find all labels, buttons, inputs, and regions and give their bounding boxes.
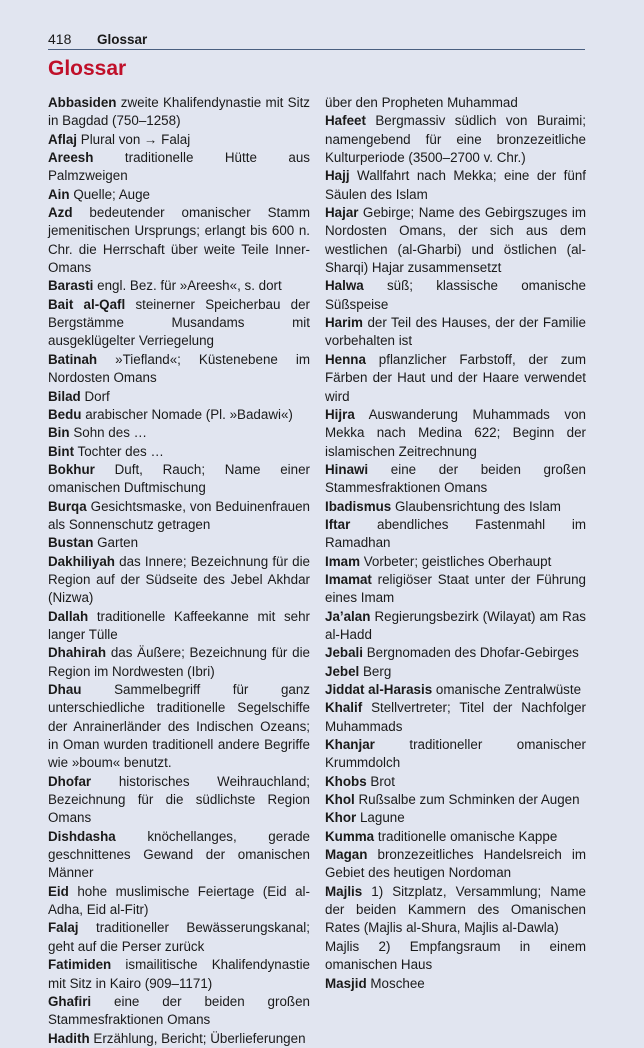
- glossary-definition: historisches Weihrauchland; Bezeichnung für die südlichste Region Omans: [48, 773, 310, 826]
- glossary-definition: pflanzlicher Farbstoff, der zum Färben der Haut und der Haare verwendet wird: [325, 351, 586, 404]
- glossary-definition: Gebirge; Name des Gebirgszuges im Nordosten Omans, der sich aus dem westlichen (al-Gharbi) und östlichen (al-Sharqi) Hajar zusammensetzt: [325, 205, 586, 276]
- glossary-entry: [48, 773, 310, 828]
- glossary-term: Imamat: [325, 571, 372, 587]
- running-header: [48, 31, 585, 50]
- page-number: 418: [48, 31, 72, 47]
- glossary-term: Barasti: [48, 278, 94, 294]
- glossary-term: Imam: [325, 553, 360, 569]
- glossary-term: Dhofar: [48, 773, 92, 789]
- glossary-definition: eine der beiden großen Stammesfraktionen Omans: [325, 461, 586, 496]
- glossary-definition: Vorbeter; geistliches Oberhaupt: [363, 553, 552, 569]
- glossary-entry: [48, 388, 310, 406]
- glossary-definition: traditionelle omanische Kappe: [377, 828, 558, 844]
- glossary-entry: [325, 112, 586, 167]
- glossary-entry: [48, 993, 310, 1030]
- glossary-entry: [48, 204, 310, 277]
- glossary-term: Areesh: [48, 150, 94, 166]
- glossary-term: Majlis: [325, 883, 363, 899]
- glossary-definition: Glaubensrichtung des Islam: [394, 498, 561, 514]
- continued-definition: über den Propheten Muhammad: [325, 95, 518, 110]
- glossary-term: Jiddat al-Harasis: [325, 682, 433, 697]
- glossary-entry: [48, 94, 310, 131]
- glossary-definition: Plural von → Falaj: [80, 131, 191, 147]
- glossary-term: Batinah: [48, 351, 98, 367]
- glossary-term: Falaj: [48, 920, 79, 936]
- glossary-entry: [48, 149, 310, 186]
- glossary-definition: Majlis 2) Empfangsraum in einem omanischen Haus: [325, 938, 586, 973]
- glossary-column-right: [325, 94, 586, 993]
- glossary-entry: [325, 516, 586, 553]
- glossary-definition: der Teil des Hauses, der der Familie vorbehalten ist: [325, 315, 586, 349]
- glossary-definition: Dorf: [84, 388, 110, 404]
- glossary-term: Henna: [325, 351, 366, 367]
- glossary-entry: [325, 314, 586, 351]
- glossary-term: Bin: [48, 425, 70, 441]
- glossary-definition: religiöser Staat unter der Führung eines Imam: [325, 571, 586, 606]
- glossary-term: Hajar: [325, 205, 359, 221]
- glossary-entry: [48, 553, 310, 608]
- glossary-entry: [48, 919, 310, 956]
- glossary-definition: engl. Bez. für »Areesh«, s. dort: [97, 278, 282, 294]
- glossary-term: Burqa: [48, 498, 87, 514]
- glossary-term: Bait al-Qafl: [48, 296, 126, 312]
- glossary-entry: [325, 461, 586, 498]
- glossary-term: Khobs: [325, 773, 367, 789]
- glossary-term: Bokhur: [48, 461, 95, 477]
- glossary-definition: Wallfahrt nach Mekka; eine der fünf Säulen des Islam: [325, 168, 586, 202]
- glossary-entry: [325, 204, 586, 277]
- glossary-entry: [48, 956, 310, 993]
- glossary-definition: bedeutender omanischer Stamm jemenitischen Ursprungs; erlangt bis 600 n. Chr. die Herrschaft über weite Teile Inner-Omans: [48, 205, 310, 276]
- glossary-definition: Gesichtsmaske, von Beduinenfrauen als Sonnenschutz getragen: [48, 498, 310, 532]
- glossary-term: Dallah: [48, 608, 89, 624]
- glossary-entry: [325, 681, 586, 699]
- glossary-entry: [325, 809, 586, 827]
- glossary-term: Dhahirah: [48, 645, 107, 661]
- glossary-term: Magan: [325, 847, 368, 863]
- glossary-term: Eid: [48, 883, 69, 899]
- glossary-entry: [48, 644, 310, 681]
- glossary-term: Hadith: [48, 1030, 90, 1046]
- glossary-definition: süß; klassische omanische Süßspeise: [325, 278, 586, 312]
- glossary-entry: [325, 699, 586, 736]
- glossary-definition: Duft, Rauch; Name einer omanischen Duftmischung: [48, 461, 310, 496]
- glossary-term: Jebali: [325, 645, 363, 661]
- glossary-entry: [325, 846, 586, 883]
- glossary-term: Hinawi: [325, 461, 369, 477]
- glossary-definition: Sammelbegriff für ganz unterschiedliche traditionelle Segelschiffe der Anrainerländer des Indischen Ozeans; in Oman wurden traditionell andere Begriffe wie »boum« benutzt.: [48, 682, 310, 771]
- glossary-entry: [48, 681, 310, 773]
- glossary-term: Dhau: [48, 682, 82, 697]
- glossary-definition: zweite Khalifendynastie mit Sitz in Bagdad (750–1258): [48, 95, 310, 129]
- glossary-entry: [48, 424, 310, 442]
- glossary-definition: Erzählung, Bericht; Überlieferungen: [93, 1030, 306, 1046]
- glossary-entry: [48, 351, 310, 388]
- glossary-entry: [48, 828, 310, 883]
- glossary-definition: Tochter des …: [77, 443, 164, 459]
- glossary-term: Harim: [325, 315, 363, 331]
- glossary-term: Hijra: [325, 406, 355, 422]
- glossary-entry: [325, 553, 586, 571]
- glossary-definition: arabischer Nomade (Pl. »Badawi«): [85, 406, 293, 422]
- glossary-term: Ja’alan: [325, 608, 371, 624]
- glossary-term: Khol: [325, 792, 355, 808]
- glossary-entry: [325, 406, 586, 461]
- glossary-definition: »Tiefland«; Küstenebene im Nordosten Omans: [48, 351, 310, 386]
- glossary-term: Dakhiliyah: [48, 553, 115, 569]
- glossary-entry: [325, 828, 586, 846]
- glossary-definition: omanische Zentralwüste: [435, 682, 582, 697]
- glossary-entry: [325, 791, 586, 809]
- glossary-entry: [325, 773, 586, 791]
- glossary-term: Bustan: [48, 535, 94, 551]
- glossary-definition: Moschee: [370, 975, 425, 991]
- glossary-definition: das Innere; Bezeichnung für die Region auf der Südseite des Jebel Akhdar (Nizwa): [48, 553, 310, 606]
- glossary-term: Bint: [48, 443, 75, 459]
- glossary-term: Ain: [48, 186, 70, 202]
- glossary-entry: [48, 186, 310, 204]
- glossary-definition: Berg: [362, 663, 392, 679]
- glossary-definition: traditionelle Hütte aus Palmzweigen: [48, 150, 310, 184]
- glossary-definition: Bergmassiv südlich von Buraimi; namengebend für eine bronzezeitliche Kulturperiode (3500–2700 v. Chr.): [325, 113, 586, 166]
- glossary-term: Kumma: [325, 828, 375, 844]
- glossary-entry: [48, 1030, 310, 1048]
- glossary-term: Fatimiden: [48, 957, 112, 973]
- page-title: Glossar: [48, 57, 127, 80]
- glossary-term: Bedu: [48, 406, 82, 422]
- glossary-term: Ghafiri: [48, 993, 92, 1009]
- glossary-entry: [48, 461, 310, 498]
- glossary-definition: traditionelle Kaffeekanne mit sehr langer Tülle: [48, 608, 310, 642]
- glossary-term: Khanjar: [325, 737, 375, 753]
- glossary-definition: Sohn des …: [73, 425, 148, 441]
- glossary-entry: [325, 663, 586, 681]
- glossary-term: Masjid: [325, 975, 367, 991]
- glossary-entry: [325, 498, 586, 516]
- glossary-definition: 1) Sitzplatz, Versammlung; Name der beiden Kammern des Omanischen Rates (Majlis al-Shura, Majlis al-Dawla): [325, 883, 586, 936]
- glossary-definition: knöchellanges, gerade geschnittenes Gewand der omanischen Männer: [48, 828, 310, 881]
- glossary-definition: abendliches Fastenmahl im Ramadhan: [325, 516, 586, 551]
- glossary-term: Halwa: [325, 278, 364, 294]
- glossary-entry: [48, 131, 310, 149]
- glossary-term: Khor: [325, 810, 357, 826]
- glossary-term: Ibadismus: [325, 498, 392, 514]
- glossary-entry: [48, 883, 310, 920]
- glossary-definition: Rußsalbe zum Schminken der Augen: [358, 792, 580, 808]
- glossary-definition: Garten: [97, 535, 139, 551]
- glossary-term: Jebel: [325, 663, 360, 679]
- glossary-term: Bilad: [48, 388, 81, 404]
- glossary-definition: Regierungsbezirk (Wilayat) am Ras al-Hadd: [325, 608, 586, 642]
- glossary-definition: Bergnomaden des Dhofar-Gebirges: [366, 645, 579, 661]
- glossary-definition: das Äußere; Bezeichnung für die Region im Nordwesten (Ibri): [48, 645, 310, 679]
- glossary-entry: [325, 277, 586, 314]
- glossary-definition: Brot: [370, 773, 395, 789]
- glossary-term: Khalif: [325, 700, 363, 716]
- glossary-definition: steinerner Speicherbau der Bergstämme Musandams mit ausgeklügelter Verriegelung: [48, 296, 310, 349]
- glossary-entry: [48, 443, 310, 461]
- running-title: Glossar: [97, 32, 148, 47]
- glossary-entry: [325, 351, 586, 406]
- glossary-definition: ismailitische Khalifendynastie mit Sitz in Kairo (909–1171): [48, 957, 310, 991]
- glossary-definition: bronzezeitliches Handelsreich im Gebiet des heutigen Nordoman: [325, 847, 586, 881]
- glossary-entry: [325, 736, 586, 773]
- glossary-definition: traditioneller Bewässerungskanal; geht auf die Perser zurück: [48, 920, 310, 954]
- glossary-entry: [325, 608, 586, 645]
- glossary-definition: eine der beiden großen Stammesfraktionen Omans: [48, 993, 310, 1028]
- glossary-definition: traditioneller omanischer Krummdolch: [325, 737, 586, 771]
- glossary-term: Iftar: [325, 516, 351, 532]
- glossary-entry: [48, 534, 310, 552]
- glossary-entry: [48, 277, 310, 295]
- glossary-term: Azd: [48, 205, 73, 221]
- glossary-term: Hafeet: [325, 113, 366, 129]
- glossary-entry: [325, 167, 586, 204]
- glossary-entry: [48, 608, 310, 645]
- glossary-definition: Stellvertreter; Titel der Nachfolger Muhammads: [325, 700, 586, 734]
- glossary-definition: Quelle; Auge: [73, 186, 150, 202]
- glossary-term: Aflaj: [48, 131, 78, 147]
- glossary-column-left: [48, 94, 310, 1048]
- glossary-entry: [48, 498, 310, 535]
- glossary-entry: [325, 644, 586, 662]
- glossary-entry: [325, 938, 586, 975]
- glossary-definition: hohe muslimische Feiertage (Eid al-Adha, Eid al-Fitr): [48, 883, 310, 918]
- glossary-entry: [325, 883, 586, 938]
- glossary-entry: [325, 975, 586, 993]
- glossary-term: Hajj: [325, 168, 350, 184]
- glossary-entry: [48, 296, 310, 351]
- glossary-entry: [48, 406, 310, 424]
- glossary-entry: [325, 571, 586, 608]
- glossary-definition: Lagune: [359, 810, 405, 826]
- glossary-term: Abbasiden: [48, 95, 117, 110]
- glossary-term: Dishdasha: [48, 828, 116, 844]
- glossary-definition: Auswanderung Muhammads von Mekka nach Medina 622; Beginn der islamischen Zeitrechnung: [325, 406, 586, 459]
